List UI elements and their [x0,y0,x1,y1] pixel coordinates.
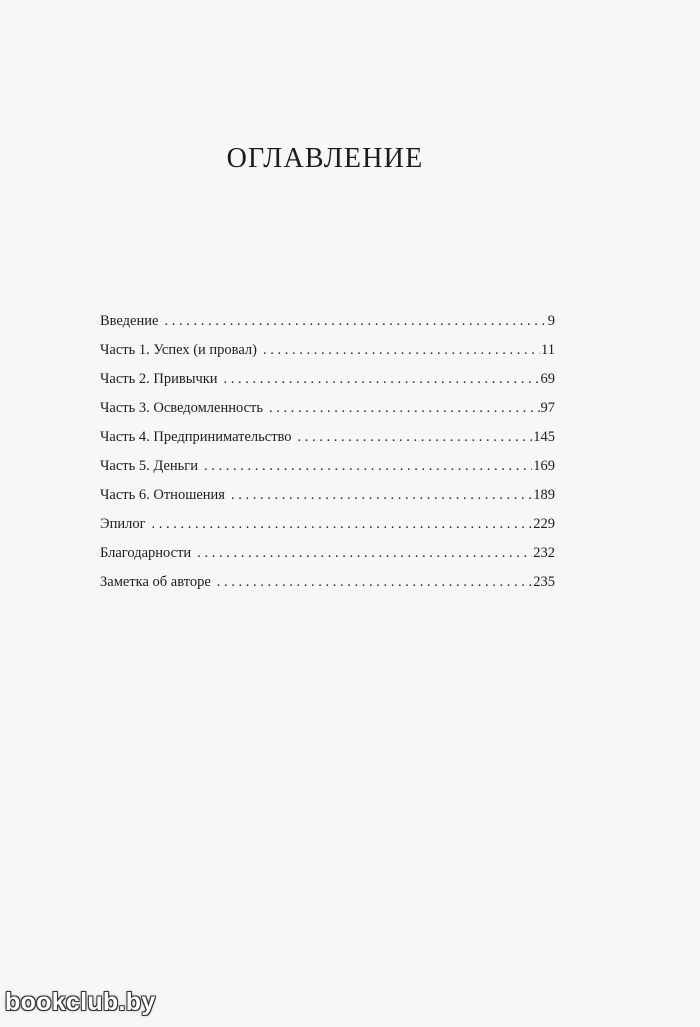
toc-entry [100,342,555,371]
toc-leader-dots [269,400,540,417]
toc-entry-label: Часть 5. Деньги [100,458,198,474]
toc-leader-dots [164,313,546,330]
toc-entry-page: 9 [547,313,555,329]
toc-entry [100,545,555,574]
toc-leader-dots [231,487,532,504]
toc-entry-label: Часть 4. Предпринимательство [100,429,292,445]
toc-entry-label: Часть 3. Осведомленность [100,400,263,416]
page-title: ОГЛАВЛЕНИЕ [226,143,424,174]
toc-entry [100,487,555,516]
toc-entry-label: Часть 6. Отношения [100,487,225,503]
site-watermark: bookclub.by [5,988,156,1016]
toc-entry [100,574,555,603]
table-of-contents [100,313,555,603]
toc-entry [100,458,555,487]
toc-entry-label: Эпилог [100,516,146,532]
toc-entry-page: 229 [533,516,555,532]
toc-entry-page: 235 [533,574,555,590]
toc-entry-page: 232 [533,545,555,561]
toc-leader-dots [263,342,540,359]
toc-entry [100,371,555,400]
toc-entry [100,429,555,458]
toc-entry-page: 11 [541,342,555,358]
toc-entry-page: 97 [540,400,555,416]
toc-entry-page: 69 [540,371,555,387]
toc-entry-label: Часть 1. Успех (и провал) [100,342,257,358]
toc-entry-label: Введение [100,313,159,329]
toc-entry-label: Заметка об авторе [100,574,211,590]
toc-leader-dots [224,371,540,388]
toc-leader-dots [217,574,532,591]
toc-entry [100,313,555,342]
toc-entry-label: Благодарности [100,545,192,561]
toc-entry-page: 169 [533,458,555,474]
toc-entry [100,400,555,429]
toc-entry-page: 145 [533,429,555,445]
toc-entry-label: Часть 2. Привычки [100,371,218,387]
toc-entry-page: 189 [533,487,555,503]
toc-leader-dots [204,458,532,475]
toc-leader-dots [152,516,533,533]
toc-leader-dots [298,429,533,446]
toc-entry [100,516,555,545]
toc-leader-dots [197,545,532,562]
